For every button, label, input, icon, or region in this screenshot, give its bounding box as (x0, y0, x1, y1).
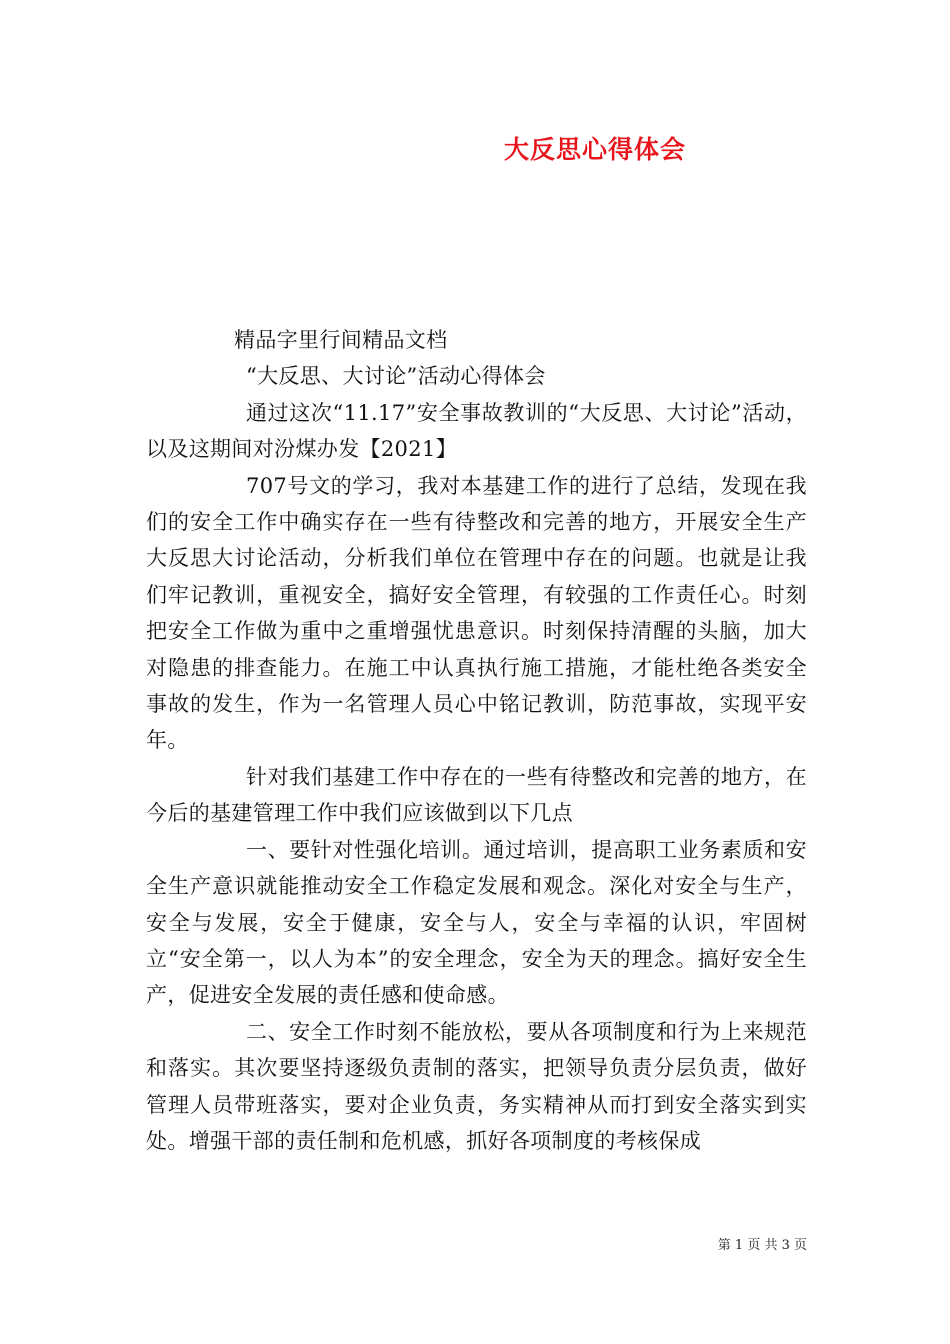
paragraph-point-two: 二、安全工作时刻不能放松，要从各项制度和行为上来规范和落实。其次要坚持逐级负责制的落实，把领导负责分层负责，做好管理人员带班落实，要对企业负责，务实精神从而打到安全落实到实处。增强干部的责任制和危机感，抓好各项制度的考核保成 (146, 1019, 807, 1153)
header-note: 精品字里行间精品文档 (234, 328, 448, 352)
document-title: 大反思心得体会 (503, 135, 686, 164)
subtitle: “大反思、大讨论”活动心得体会 (246, 364, 546, 389)
paragraph-points-intro: 针对我们基建工作中存在的一些有待整改和完善的地方，在今后的基建管理工作中我们应该做到以下几点 (146, 764, 807, 826)
document-body (146, 322, 807, 1159)
paragraph-point-one: 一、要针对性强化培训。通过培训，提高职工业务素质和安全生产意识就能推动安全工作稳定发展和观念。深化对安全与生产，安全与发展，安全于健康，安全与人，安全与幸福的认识，牢固树立“安全第一，以人为本”的安全理念，安全为天的理念。搞好安全生产，促进安全发展的责任感和使命感。 (146, 837, 807, 1008)
paragraph-intro: 通过这次“11.17”安全事故教训的“大反思、大讨论”活动，以及这期间对汾煤办发【2021】 (146, 400, 807, 462)
paragraph-summary: 707号文的学习，我对本基建工作的进行了总结，发现在我们的安全工作中确实存在一些有待整改和完善的地方，开展安全生产大反思大讨论活动，分析我们单位在管理中存在的问题。也就是让我们牢记教训，重视安全，搞好安全管理，有较强的工作责任心。时刻把安全工作做为重中之重增强忧患意识。时刻保持清醒的头脑，加大对隐患的排查能力。在施工中认真执行施工措施，才能杜绝各类安全事故的发生，作为一名管理人员心中铭记教训，防范事故，实现平安年。 (146, 473, 807, 753)
page-footer: 第 1 页 共 3 页 (717, 1238, 807, 1253)
